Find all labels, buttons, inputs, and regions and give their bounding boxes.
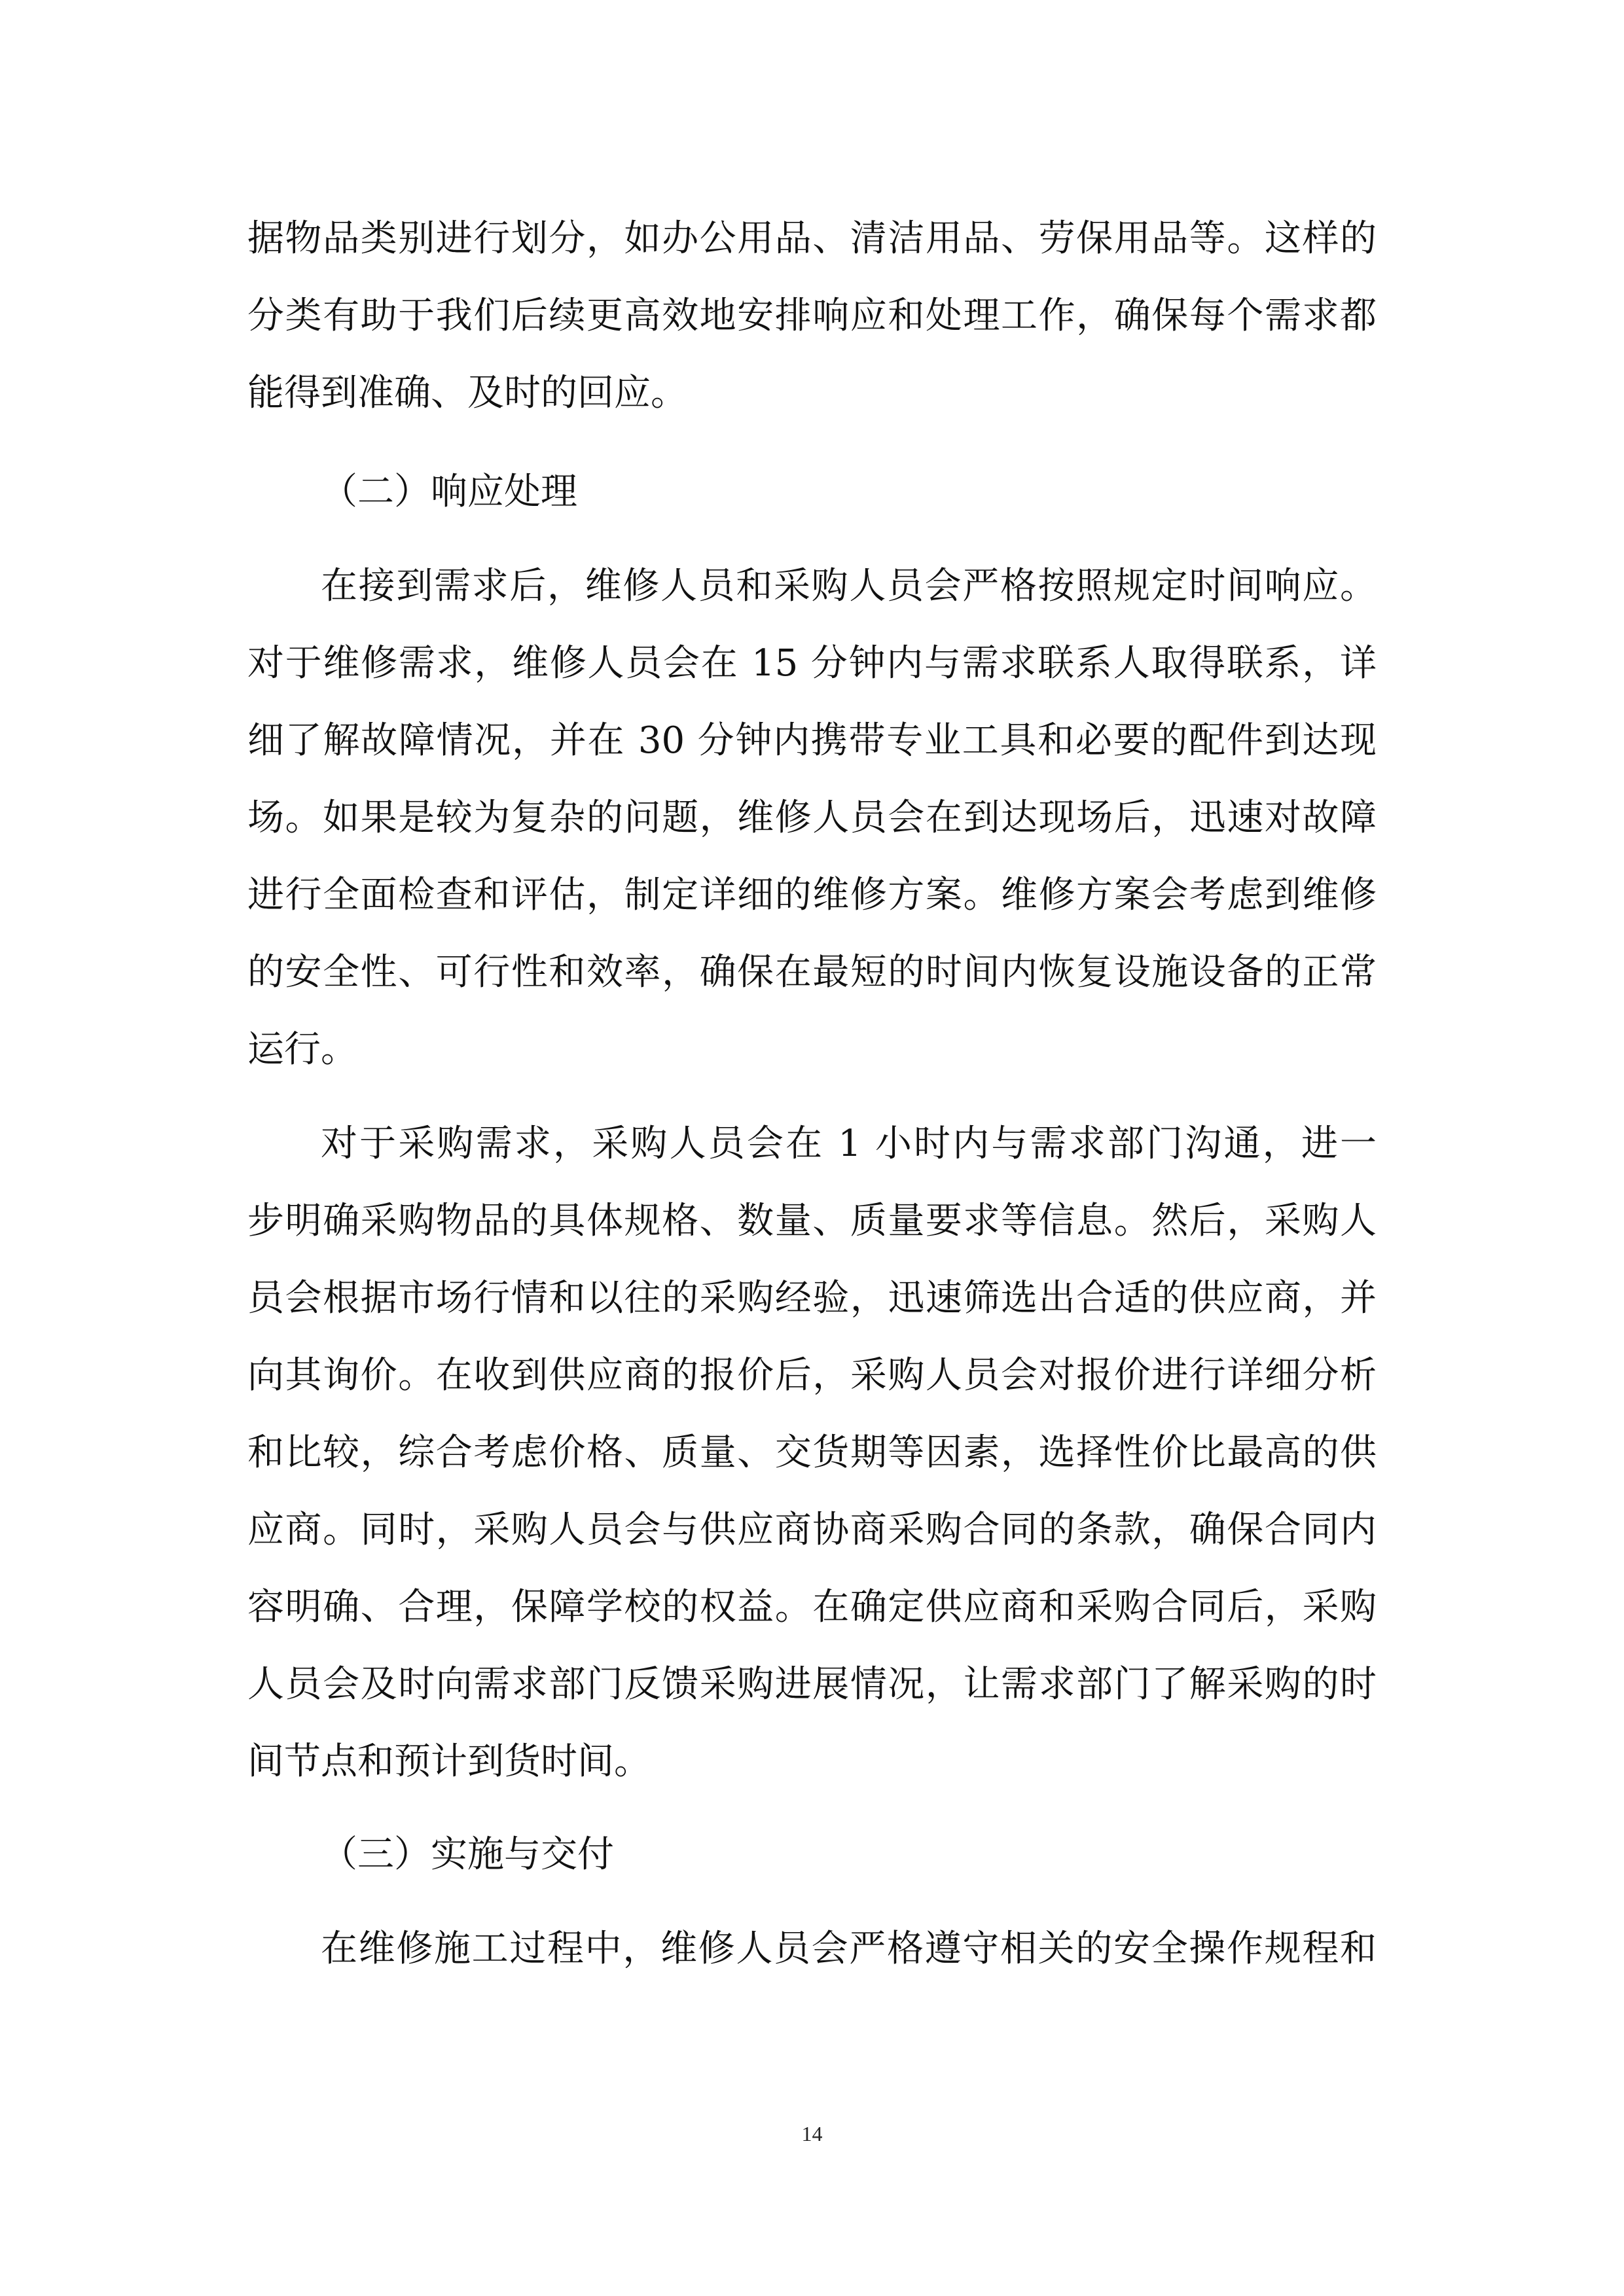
paragraph-3-line-8: 人员会及时向需求部门反馈采购进展情况，让需求部门了解采购的时: [247, 1663, 1377, 1706]
paragraph-2-line-3: 细了解故障情况，并在 30 分钟内携带专业工具和必要的配件到达现: [247, 719, 1377, 762]
paragraph-3-line-2: 步明确采购物品的具体规格、数量、质量要求等信息。然后，采购人: [247, 1200, 1377, 1242]
paragraph-3-line-6: 应商。同时，采购人员会与供应商协商采购合同的条款，确保合同内: [247, 1509, 1377, 1551]
paragraph-1-line-1: 据物品类别进行划分，如办公用品、清洁用品、劳保用品等。这样的: [247, 217, 1377, 260]
paragraph-2-line-1: 在接到需求后，维修人员和采购人员会严格按照规定时间响应。: [321, 565, 1377, 607]
paragraph-3-line-5: 和比较，综合考虑价格、质量、交货期等因素，选择性价比最高的供: [247, 1431, 1377, 1474]
paragraph-2-line-5: 进行全面检查和评估，制定详细的维修方案。维修方案会考虑到维修: [247, 874, 1377, 916]
paragraph-1-line-2: 分类有助于我们后续更高效地安排响应和处理工作，确保每个需求都: [247, 295, 1377, 337]
section-heading-response: （二）响应处理: [321, 471, 577, 513]
paragraph-3-line-3: 员会根据市场行情和以往的采购经验，迅速筛选出合适的供应商，并: [247, 1277, 1377, 1319]
section-heading-implementation: （三）实施与交付: [321, 1833, 614, 1876]
paragraph-2-line-7: 运行。: [247, 1028, 357, 1071]
paragraph-2-line-4: 场。如果是较为复杂的问题，维修人员会在到达现场后，迅速对故障: [247, 797, 1377, 839]
paragraph-2-line-6: 的安全性、可行性和效率，确保在最短的时间内恢复设施设备的正常: [247, 951, 1377, 994]
paragraph-1-line-3: 能得到准确、及时的回应。: [247, 372, 687, 414]
paragraph-4-line-1: 在维修施工过程中，维修人员会严格遵守相关的安全操作规程和: [321, 1928, 1377, 1970]
paragraph-3-line-7: 容明确、合理，保障学校的权益。在确定供应商和采购合同后，采购: [247, 1586, 1377, 1628]
paragraph-3-line-9: 间节点和预计到货时间。: [247, 1740, 651, 1783]
page-number: 14: [801, 2122, 823, 2145]
paragraph-3-line-4: 向其询价。在收到供应商的报价后，采购人员会对报价进行详细分析: [247, 1354, 1377, 1397]
paragraph-3-line-1: 对于采购需求，采购人员会在 1 小时内与需求部门沟通，进一: [321, 1122, 1377, 1165]
paragraph-2-line-2: 对于维修需求，维修人员会在 15 分钟内与需求联系人取得联系，详: [247, 642, 1377, 685]
